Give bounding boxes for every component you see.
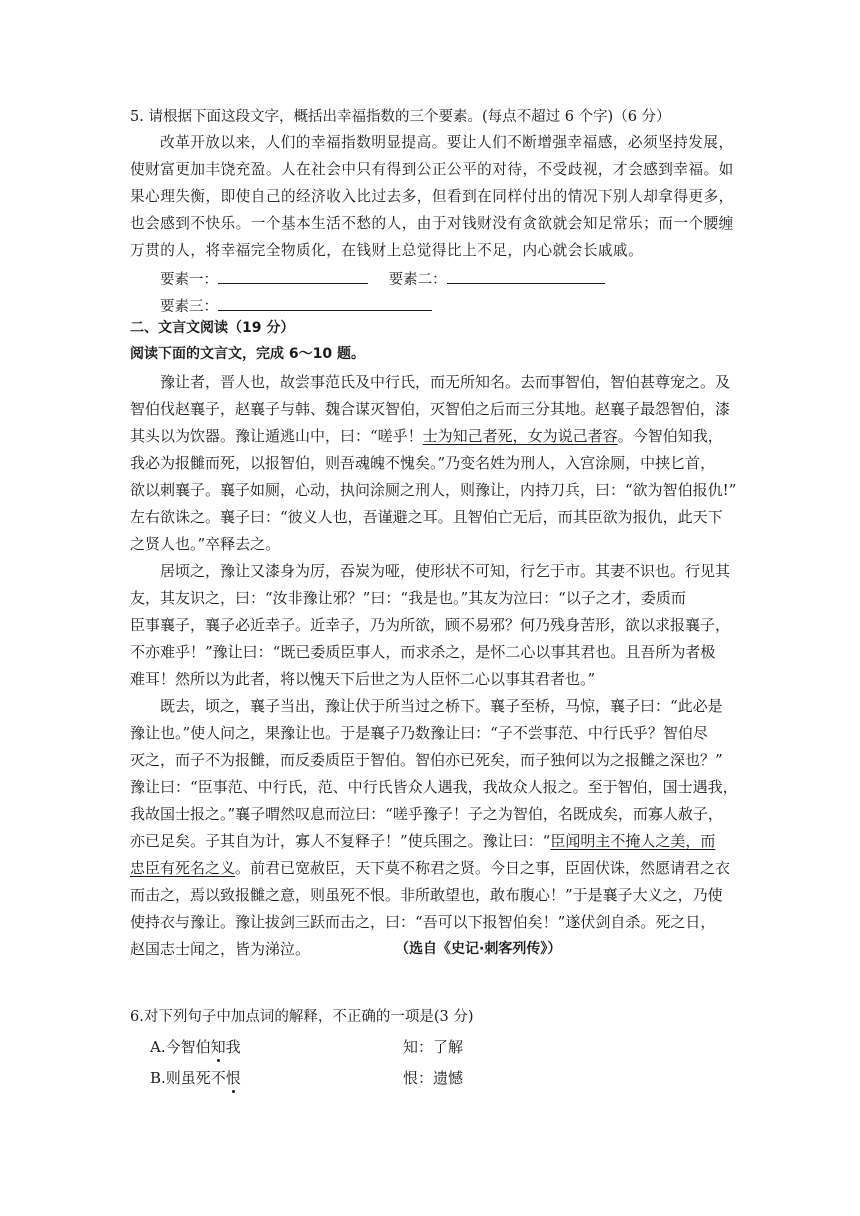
element-2-blank[interactable] [447, 268, 605, 284]
element-2-label: 要素二： [388, 272, 447, 288]
question-5-text-line: 果心理失衡，即使自己的经济收入比过去多，但看到在同样付出的情况下别人却拿得更多， [130, 188, 734, 205]
passage-line: 友，其友识之，曰：“汝非豫让邪？”曰：“我是也。”其友为泣曰：“以子之才，委质而 [130, 589, 686, 607]
passage-text: 其头以为饮器。豫让遁逃山中，曰：“嗟乎！ [130, 427, 423, 445]
passage-line: 灭之，而子不为报雠，而反委质臣于智伯。智伯亦已死矣，而子独何以为之报雠之深也？” [130, 751, 723, 769]
passage-line: 左右欲诛之。襄子曰：“彼义人也，吾谨避之耳。且智伯亡无后，而其臣欲为报仇，此天下 [130, 508, 723, 526]
passage-line [130, 426, 723, 446]
passage-line: 我故国士报之。”襄子喟然叹息而泣曰：“嗟乎豫子！子之为智伯，名既成矣，而寡人赦子， [130, 805, 723, 823]
option-b-text: B.则虽死不 [150, 1069, 226, 1087]
element-1-blank[interactable] [218, 268, 368, 284]
section-2-heading: 二、文言文阅读（19 分） [130, 320, 295, 336]
passage-text: 。前君已宽赦臣，天下莫不称君之贤。今日之事，臣固伏诛，然愿请君之衣 [235, 859, 731, 877]
answer-row-1 [160, 268, 605, 290]
option-a-text: A.今智伯 [150, 1038, 211, 1056]
passage-line [130, 831, 715, 851]
passage-line: 欲以刺襄子。襄子如厕，心动，执问涂厕之刑人，则豫让，内持刀兵，曰：“欲为智伯报仇!” [130, 481, 737, 499]
passage-line: 难耳！然所以为此者，将以愧天下后世之为人臣怀二心以事其君者也。” [130, 670, 596, 688]
element-3-label: 要素三： [160, 299, 218, 315]
passage-line: 豫让也。”使人问之，果豫让也。于是襄子乃数豫让曰：“子不尝事范、中行氏乎？智伯尽 [130, 724, 708, 742]
passage-line: 赵国志士闻之，皆为涕泣。 [130, 940, 311, 958]
answer-row-2 [160, 295, 432, 317]
passage-line: 智伯伐赵襄子，赵襄子与韩、魏合谋灭智伯，灭智伯之后而三分其地。赵襄子最怨智伯，漆 [130, 400, 731, 418]
passage-line: 使持衣与豫让。豫让拔剑三跃而击之，曰：“吾可以下报智伯矣！”遂伏剑自杀。死之日， [130, 913, 716, 931]
passage-text: 。今智伯知我， [617, 427, 723, 445]
passage-line: 不亦难乎！”豫让曰：“既已委质臣事人，而求杀之，是怀二心以事其君也。且吾所为者极 [130, 643, 716, 661]
question-5-text-line: 也会感到不快乐。一个基本生活不愁的人，由于对钱财没有贪欲就会知足常乐；而一个腰缠 [130, 215, 734, 232]
underlined-sentence-2-cont: 忠臣有死名之义 [130, 859, 236, 877]
passage-line: 臣事襄子，襄子必近幸子。近幸子，乃为所欲，顾不易邪？何乃残身苦形，欲以求报襄子， [130, 616, 731, 634]
dotted-word-hen: 恨 [225, 1069, 241, 1087]
question-5-text-line: 使财富更加丰饶充盈。人在社会中只有得到公正公平的对待，不受歧视，才会感到幸福。如 [130, 161, 734, 178]
question-5-text-line: 改革开放以来，人们的幸福指数明显提高。要让人们不断增强幸福感，必须坚持发展， [160, 134, 734, 151]
underlined-sentence-1: 士为知己者死，女为说己者容 [422, 427, 618, 445]
question-5-prompt: 5. 请根据下面这段文字，概括出幸福指数的三个要素。(每点不超过 6 个字)（6 分） [130, 109, 671, 125]
passage-line: 我必为报雠而死，以报智伯，则吾魂魄不愧矣。”乃变名姓为刑人，入宫涂厕，中挟匕首， [130, 454, 716, 472]
passage-line [130, 858, 730, 878]
passage-line: 而击之，焉以致报雠之意，则虽死不恨。非所敢望也，敢布腹心！”于是襄子大义之，乃使 [130, 886, 723, 904]
passage-line: 豫让者，晋人也，故尝事范氏及中行氏，而无所知名。去而事智伯，智伯甚尊宠之。及 [160, 373, 731, 391]
option-a-definition: 知：了解 [403, 1038, 464, 1056]
passage-source: （选自《史记·刺客列传》） [395, 941, 562, 957]
passage-line: 居顷之，豫让又漆身为厉，吞炭为哑，使形状不可知，行乞于市。其妻不识也。行见其 [160, 562, 731, 580]
option-b[interactable] [150, 1068, 241, 1088]
question-6-prompt: 6.对下列句子中加点词的解释，不正确的一项是(3 分) [130, 1009, 474, 1025]
option-a-text: 我 [225, 1038, 241, 1056]
option-a[interactable] [150, 1037, 241, 1057]
question-5-text-line: 万贯的人，将幸福完全物质化，在钱财上总觉得比上不足，内心就会长戚戚。 [130, 242, 644, 259]
passage-line: 既去，顷之，襄子当出，豫让伏于所当过之桥下。襄子至桥，马惊，襄子曰：“此必是 [160, 697, 723, 715]
passage-text: 亦已足矣。子其自为计，寡人不复释子！”使兵围之。豫让曰：“ [130, 832, 551, 850]
element-3-blank[interactable] [218, 295, 432, 311]
passage-line: 之贤人也。”卒释去之。 [130, 535, 281, 553]
element-1-label: 要素一： [160, 272, 218, 288]
dotted-word-zhi: 知 [210, 1038, 226, 1056]
passage-line: 豫让曰：“臣事范、中行氏，范、中行氏皆众人遇我，我故众人报之。至于智伯，国士遇我， [130, 778, 738, 796]
option-b-definition: 恨：遗憾 [403, 1069, 464, 1087]
section-2-instruction: 阅读下面的文言文，完成 6～10 题。 [130, 346, 365, 362]
underlined-sentence-2: 臣闻明主不掩人之美，而 [550, 832, 716, 850]
